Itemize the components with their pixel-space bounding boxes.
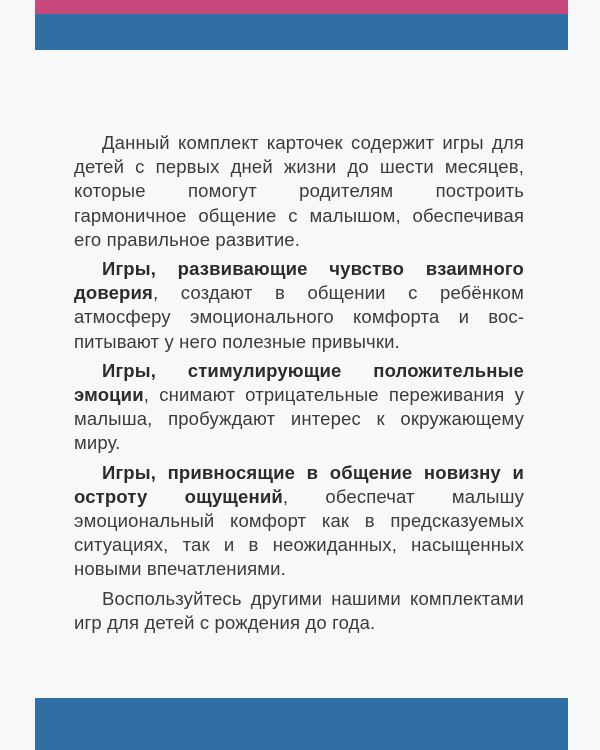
novelty-games-paragraph (74, 461, 524, 582)
intro-paragraph (74, 131, 524, 252)
card-text-block (74, 131, 524, 640)
top-pink-band (35, 0, 568, 14)
trust-games-paragraph (74, 257, 524, 354)
closing-paragraph (74, 587, 524, 635)
positive-emotions-heading: Игры, стимулирующие положительные эмоции (74, 359, 524, 406)
bottom-blue-band (35, 698, 568, 750)
positive-emotions-text: , снимают отрицательные переживания у малыша, пробуждают интерес к окружающему миру. (74, 384, 524, 454)
trust-games-heading: Игры, развивающие чувство взаимного доверия (74, 258, 524, 304)
novelty-games-heading: Игры, привносящие в общение новизну и остроту ощущений (74, 461, 524, 507)
intro-text: Данный комплект карточек содержит игры для детей с первых дней жизни до шести месяцев, которые помогут родителям построить гармоничное общение с малышом, обеспечивая его правильное развитие. (74, 132, 524, 250)
closing-text: Воспользуйтесь другими нашими комплектами игр для детей с рождения до года. (74, 587, 524, 633)
positive-emotions-paragraph (74, 359, 524, 456)
novelty-games-text: , обеспечат малышу эмоциональный комфорт как в предсказуемых ситуациях, так и в неожиданных, насыщенных новыми впечатлениями. (74, 485, 524, 580)
trust-games-text: , создают в общении с ребёнком атмосферу эмоционального комфорта и воспитывают у него полезные привычки. (74, 282, 524, 352)
top-blue-band (35, 14, 568, 50)
